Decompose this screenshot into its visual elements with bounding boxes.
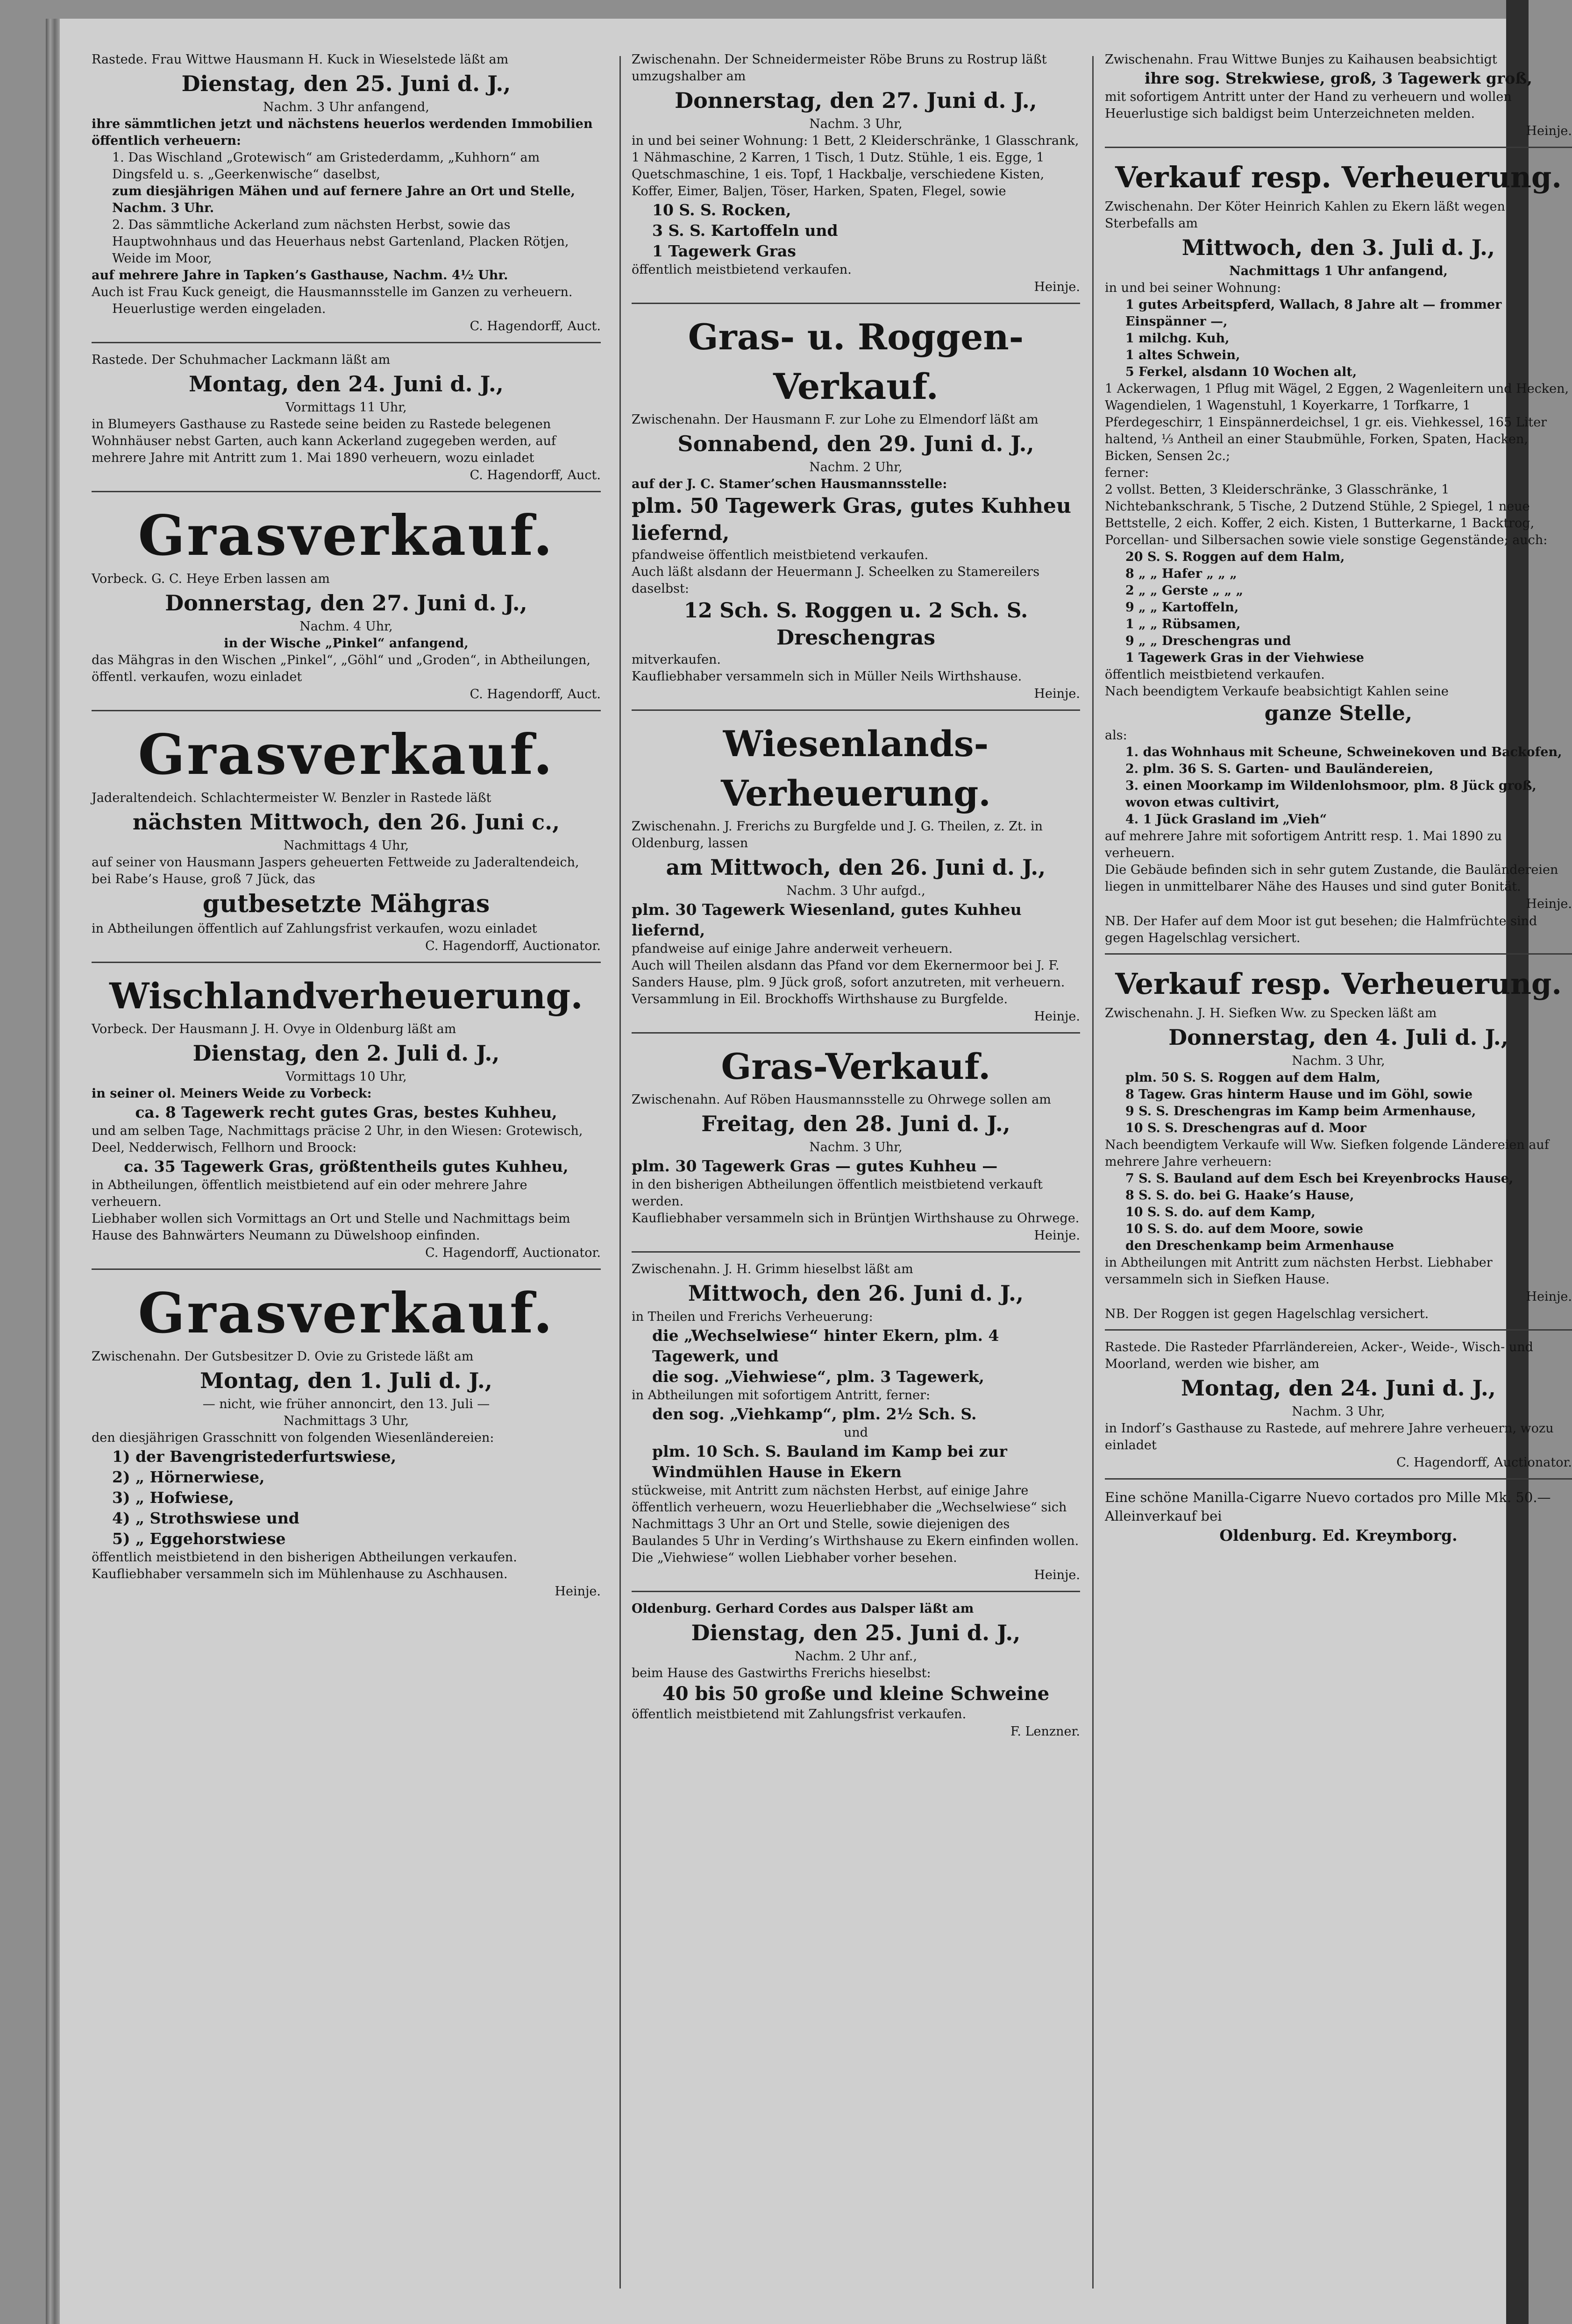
ad-signature: C. Hagendorff, Auct.	[469, 687, 601, 701]
ad-text: in seiner ol. Meiners Weide zu Vorbeck:	[92, 1086, 372, 1101]
list-item: 10 S. S. do. auf dem Moore, sowie	[1125, 1222, 1364, 1236]
list-item: 1 gutes Arbeitspferd, Wallach, 8 Jahre alt — frommer Einspänner —,	[1125, 298, 1502, 329]
ad-headline: Wischlandverheuerung.	[109, 975, 583, 1017]
ad-text: in und bei seiner Wohnung: 1 Bett, 2 Kleiderschränke, 1 Glasschrank, 1 Nähmaschine, 2 Karren, 1 Tisch, 1 Dutz. Stühle, 1 eis. Egge, 1 Quetschmaschine, 1 eis. Topf, 1 Hackbalje, verschiedene Kisten, Koffer, Eimer, Baljen, Töser, Harken, Spaten, Flegel, sowie	[632, 134, 1079, 198]
ad-signature: Heinje.	[1526, 897, 1572, 911]
list-item: 3 S. S. Kartoffeln und	[652, 221, 838, 240]
column-3	[1105, 51, 1572, 1561]
ad-text: Kaufliebhaber versammeln sich in Brüntjen Wirthshause zu Ohrwege.	[632, 1211, 1080, 1226]
ad-lead: Rastede. Frau Wittwe Hausmann H. Kuck in Wieselstede läßt am	[92, 52, 509, 67]
ad-pfarrlaendereien	[1105, 1339, 1572, 1480]
ad-text: Auch läßt alsdann der Heuermann J. Scheelken zu Stamereilers daselbst:	[632, 565, 1040, 596]
ad-date: Freitag, den 28. Juni d. J.,	[701, 1111, 1010, 1136]
ad-lead: Oldenburg. Gerhard Cordes aus Dalsper läßt am	[632, 1601, 974, 1616]
ad-signature: C. Hagendorff, Auctionator.	[425, 939, 601, 953]
ad-text: ferner:	[1105, 466, 1149, 480]
ad-text: das Mähgras in den Wischen „Pinkel“, „Göhl“ und „Groden“, in Abtheilungen, öffentl. verkaufen, wozu einladet	[92, 653, 590, 684]
ad-date: Mittwoch, den 3. Juli d. J.,	[1181, 235, 1495, 260]
ad-text: in Abtheilungen, öffentlich meistbietend auf ein oder mehrere Jahre verheuern.	[92, 1178, 527, 1209]
ad-signature: C. Hagendorff, Auct.	[469, 319, 601, 333]
ad-text: Nach beendigtem Verkaufe beabsichtigt Kahlen seine	[1105, 684, 1449, 699]
ad-rastede-lackmann	[92, 352, 601, 492]
ad-wischlandverheuerung	[92, 971, 601, 1270]
ad-time: Vormittags 10 Uhr,	[285, 1070, 407, 1084]
ad-grasverkauf-vorbeck	[92, 501, 601, 711]
ad-signature: Heinje.	[1034, 1228, 1080, 1243]
ad-verkauf-kahlen	[1105, 156, 1572, 955]
ad-cordes-schweine	[632, 1601, 1080, 1747]
ad-date: Dienstag, den 25. Juni d. J.,	[181, 71, 511, 96]
ad-bunjes-strekwiese	[1105, 51, 1572, 148]
ad-text: öffentlich meistbietend verkaufen.	[632, 262, 852, 277]
ad-note: NB. Der Roggen ist gegen Hagelschlag versichert.	[1105, 1307, 1429, 1321]
ad-text: ihre sämmtlichen jetzt und nächstens heuerlos werdenden Immobilien öffentlich verheuern:	[92, 117, 593, 148]
ad-gras-verkauf-ohrwege	[632, 1042, 1080, 1253]
book-gutter	[46, 19, 61, 2324]
list-item: 8 „ „ Hafer „ „ „	[1125, 567, 1237, 581]
ad-text: in Indorf’s Gasthause zu Rastede, auf mehrere Jahre verheuern, wozu einladet	[1105, 1421, 1554, 1452]
ad-text: in Theilen und Frerichs Verheuerung:	[632, 1310, 873, 1324]
ad-wiesenlands-verheuerung	[632, 719, 1080, 1034]
list-item: 1 „ „ Rübsamen,	[1125, 617, 1241, 631]
ad-text: — nicht, wie früher annoncirt, den 13. Juli —	[202, 1397, 490, 1411]
ad-signature: Heinje.	[1526, 124, 1572, 138]
list-item: die „Wechselwiese“ hinter Ekern, plm. 4 Tagewerk, und	[652, 1326, 999, 1365]
ad-text: 2. Das sämmtliche Ackerland zum nächsten Herbst, sowie das Hauptwohnhaus und das Heuerhaus nebst Gartenland, Placken Rötjen, Weide im Moor,	[112, 218, 569, 266]
ad-text: Liebhaber wollen sich Vormittags an Ort und Stelle und Nachmittags beim Hause des Bahnwärters Neumann zu Düwelshoop einfinden.	[92, 1212, 570, 1243]
list-item: die sog. „Viehwiese“, plm. 3 Tagewerk,	[652, 1367, 984, 1386]
ad-text: in der Wische „Pinkel“ anfangend,	[224, 636, 469, 651]
ad-headline: Wiesenlands-Verheuerung.	[721, 723, 991, 814]
ad-highlight: plm. 30 Tagewerk Wiesenland, gutes Kuhheu liefernd,	[632, 900, 1022, 939]
ad-signature: Heinje.	[1034, 687, 1080, 701]
ad-cigarre	[1105, 1488, 1572, 1552]
ad-text: Versammlung in Eil. Brockhoffs Wirthshause zu Burgfelde.	[632, 992, 1008, 1006]
list-item: 1) der Bavengristederfurtswiese,	[112, 1447, 397, 1466]
ad-date: Donnerstag, den 27. Juni d. J.,	[165, 590, 527, 616]
ad-lead: Zwischenahn. Der Schneidermeister Röbe Bruns zu Rostrup läßt umzugshalber am	[632, 52, 1047, 84]
list-item: 1 Tagewerk Gras in der Viehwiese	[1125, 651, 1364, 665]
ad-highlight: ca. 8 Tagewerk recht gutes Gras, bestes Kuhheu,	[135, 1103, 557, 1121]
ad-time: Nachmittags 1 Uhr anfangend,	[1229, 264, 1448, 278]
ad-text: zum diesjährigen Mähen und auf fernere Jahre an Ort und Stelle, Nachm. 3 Uhr.	[112, 184, 576, 215]
ad-text: und	[843, 1425, 868, 1440]
ad-text: Kaufliebhaber versammeln sich im Mühlenhause zu Aschhausen.	[92, 1567, 508, 1581]
ad-lead: Vorbeck. Der Hausmann J. H. Ovye in Oldenburg läßt am	[92, 1022, 456, 1036]
list-item: 10 S. S. do. auf dem Kamp,	[1125, 1205, 1316, 1219]
ad-lead: Zwischenahn. Auf Röben Hausmannsstelle zu Ohrwege sollen am	[632, 1092, 1051, 1107]
ad-signature: Heinje.	[1526, 1290, 1572, 1304]
ad-lead: Zwischenahn. Der Köter Heinrich Kahlen zu Ekern läßt wegen Sterbefalls am	[1105, 199, 1505, 231]
ad-lead: Vorbeck. G. C. Heye Erben lassen am	[92, 572, 330, 586]
ad-date: nächsten Mittwoch, den 26. Juni c.,	[132, 809, 560, 835]
ad-headline: Gras-Verkauf.	[721, 1046, 991, 1087]
ad-signature: C. Hagendorff, Auctionator.	[1396, 1455, 1572, 1470]
ad-text: Auch will Theilen alsdann das Pfand vor dem Ekernermoor bei J. F. Sanders Hause, plm. 9 Jück groß, sofort anzutreten, mit verheuern.	[632, 958, 1065, 990]
ad-date: Donnerstag, den 4. Juli d. J.,	[1168, 1025, 1508, 1050]
ad-lead: Rastede. Der Schuhmacher Lackmann läßt am	[92, 353, 391, 367]
ad-time: Vormittags 11 Uhr,	[285, 400, 407, 415]
ad-text: in und bei seiner Wohnung:	[1105, 281, 1281, 295]
column-rule	[1092, 56, 1094, 2289]
ad-signature: Heinje.	[1034, 1568, 1080, 1582]
ad-highlight: ca. 35 Tagewerk Gras, größtentheils gutes Kuhheu,	[124, 1157, 569, 1176]
list-item: 4) „ Strothswiese und	[112, 1509, 299, 1527]
list-item: 2) „ Hörnerwiese,	[112, 1468, 265, 1486]
ad-text: auf der J. C. Stamer’schen Hausmannsstelle:	[632, 477, 947, 491]
ad-text: mit sofortigem Antritt unter der Hand zu verheuern und wollen Heuerlustige sich baldigst beim Unterzeichneten melden.	[1105, 90, 1512, 121]
ad-highlight: plm. 50 Tagewerk Gras, gutes Kuhheu liefernd,	[632, 494, 1071, 545]
ad-text: in den bisherigen Abtheilungen öffentlich meistbietend verkauft werden.	[632, 1177, 1043, 1209]
ad-date: Montag, den 1. Juli d. J.,	[200, 1368, 492, 1393]
ad-date: Dienstag, den 25. Juni d. J.,	[691, 1620, 1021, 1645]
ad-headline: Verkauf resp. Verheuerung.	[1115, 160, 1562, 194]
ad-note: NB. Der Hafer auf dem Moor ist gut besehen; die Halmfrüchte sind gegen Hagelschlag versichert.	[1105, 914, 1537, 945]
list-item: 8 Tagew. Gras hinterm Hause und im Göhl, sowie	[1125, 1087, 1473, 1102]
ad-date: Donnerstag, den 27. Juni d. J.,	[675, 88, 1037, 113]
ad-headline: Grasverkauf.	[138, 1281, 555, 1346]
ad-time: Nachm. 3 Uhr anfangend,	[263, 100, 429, 114]
list-item: 1 Tagewerk Gras	[652, 242, 796, 260]
list-item: 3. einen Moorkamp im Wildenlohsmoor, plm. 8 Jück groß, wovon etwas cultivirt,	[1125, 779, 1536, 810]
ad-lead: Zwischenahn. J. H. Siefken Ww. zu Specken läßt am	[1105, 1006, 1437, 1020]
ad-headline: Verkauf resp. Verheuerung.	[1115, 967, 1562, 1001]
ad-text: auf mehrere Jahre mit sofortigem Antritt resp. 1. Mai 1890 zu verheuern.	[1105, 829, 1502, 860]
ad-grasverkauf-gristede	[92, 1278, 601, 1607]
ad-text: in Abtheilungen mit sofortigem Antritt, ferner:	[632, 1388, 931, 1403]
ad-headline: Grasverkauf.	[138, 722, 555, 787]
ad-date: Dienstag, den 2. Juli d. J.,	[192, 1041, 500, 1066]
ad-gras-roggen-verkauf	[632, 312, 1080, 711]
list-item: 1 milchg. Kuh,	[1125, 331, 1230, 346]
list-item: den Dreschenkamp beim Armenhause	[1125, 1239, 1394, 1253]
column-2	[632, 51, 1080, 1756]
ad-text: stückweise, mit Antritt zum nächsten Herbst, auf einige Jahre öffentlich verheuern, wozu Heuerliebhaber die „Wechselwiese“ sich Nachmittags 3 Uhr an Ort und Stelle, sowie diejenigen des Baulandes 5 Uhr in Verding’s Wirthshause zu Ekern einfinden wollen. Die „Viehwiese“ wollen Liebhaber vorher besehen.	[632, 1483, 1079, 1565]
list-item: 2 „ „ Gerste „ „ „	[1125, 583, 1244, 598]
ad-lead: Zwischenahn. J. Frerichs zu Burgfelde und J. G. Theilen, z. Zt. in Oldenburg, lassen	[632, 819, 1043, 850]
ad-time: Nachmittags 4 Uhr,	[283, 838, 409, 853]
list-item: 10 S. S. Dreschengras auf d. Moor	[1125, 1121, 1366, 1135]
ad-lead: Zwischenahn. Der Gutsbesitzer D. Ovie zu Gristede läßt am	[92, 1349, 474, 1364]
ad-highlight: plm. 30 Tagewerk Gras — gutes Kuhheu —	[632, 1157, 998, 1175]
ad-signature: C. Hagendorff, Auctionator.	[425, 1246, 601, 1260]
list-item: plm. 10 Sch. S. Bauland im Kamp bei zur Windmühlen Hause in Ekern	[652, 1442, 1007, 1481]
list-item: 20 S. S. Roggen auf dem Halm,	[1125, 550, 1345, 564]
ad-text: beim Hause des Gastwirths Frerichs hieselbst:	[632, 1666, 931, 1680]
list-item: 1 altes Schwein,	[1125, 348, 1240, 362]
ad-time: Nachmittags 3 Uhr,	[283, 1414, 409, 1428]
ad-lead: Zwischenahn. J. H. Grimm hieselbst läßt am	[632, 1262, 913, 1276]
ad-text: pfandweise öffentlich meistbietend verkaufen.	[632, 548, 929, 562]
ad-time: Nachm. 3 Uhr,	[809, 1140, 903, 1155]
ad-text: Nach beendigtem Verkaufe will Ww. Siefken folgende Ländereien auf mehrere Jahre verheuern:	[1105, 1138, 1549, 1169]
ad-headline: Grasverkauf.	[138, 503, 555, 568]
ad-text: Eine schöne Manilla-Cigarre Nuevo cortados pro Mille Mk. 50.— Alleinverkauf bei	[1105, 1489, 1551, 1524]
list-item: 1. das Wohnhaus mit Scheune, Schweinekoven und Backofen,	[1125, 745, 1562, 759]
ad-time: Nachm. 4 Uhr,	[299, 619, 393, 634]
ad-text: den diesjährigen Grasschnitt von folgenden Wiesenländereien:	[92, 1431, 494, 1445]
ad-date: Montag, den 24. Juni d. J.,	[1181, 1375, 1496, 1401]
ad-text: als:	[1105, 728, 1127, 743]
ad-grasverkauf-jaderaltendeich	[92, 720, 601, 963]
ad-text: in Blumeyers Gasthause zu Rastede seine beiden zu Rastede belegenen Wohnhäuser nebst Garten, auch kann Ackerland zugegeben werden, auf mehrere Jahre mit Antritt zum 1. Mai 1890 verheuern, wozu einladet	[92, 417, 556, 465]
ad-date: Sonnabend, den 29. Juni d. J.,	[677, 431, 1034, 456]
list-item: 7 S. S. Bauland auf dem Esch bei Kreyenbrocks Hause,	[1125, 1171, 1514, 1186]
ad-signature: Heinje.	[1034, 1009, 1080, 1024]
ad-signature: F. Lenzner.	[1010, 1724, 1080, 1739]
ad-text: 1. Das Wischland „Grotewisch“ am Gristederdamm, „Kuhhorn“ am Dingsfeld u. s. „Geerkenwische“ daselbst,	[112, 150, 540, 182]
list-item: 4. 1 Jück Grasland im „Vieh“	[1125, 812, 1327, 827]
ad-highlight: ihre sog. Strekwiese, groß, 3 Tagewerk groß,	[1145, 69, 1532, 87]
ad-headline: Gras- u. Roggen-Verkauf.	[688, 316, 1024, 407]
list-item: 9 S. S. Dreschengras im Kamp beim Armenhause,	[1125, 1104, 1476, 1119]
ad-text: Heuerlustige werden eingeladen.	[112, 302, 326, 316]
ad-date: Mittwoch, den 26. Juni d. J.,	[688, 1281, 1024, 1306]
ad-time: Nachm. 3 Uhr,	[1292, 1054, 1385, 1068]
ad-text: und am selben Tage, Nachmittags präcise 2 Uhr, in den Wiesen: Grotewisch, Deel, Nedderwisch, Fellhorn und Broock:	[92, 1124, 583, 1155]
list-item: 9 „ „ Dreschengras und	[1125, 634, 1291, 648]
ad-text: öffentlich meistbietend mit Zahlungsfrist verkaufen.	[632, 1707, 967, 1722]
ad-text: 2 vollst. Betten, 3 Kleiderschränke, 3 Glasschränke, 1 Nichtebankschrank, 5 Tische, 2 Dutzend Stühle, 2 Spiegel, 1 neue Bettstelle, 2 eich. Koffer, 2 eich. Kisten, 1 Butterkarne, 1 Backtrog, Porcellan- und Silbersachen sowie viele sonstige Gegenstände; auch:	[1105, 482, 1548, 547]
list-item: den sog. „Viehkamp“, plm. 2½ Sch. S.	[652, 1405, 977, 1423]
ad-time: Nachm. 2 Uhr anf.,	[794, 1649, 918, 1664]
ad-highlight: gutbesetzte Mähgras	[202, 890, 490, 918]
ad-highlight: 12 Sch. S. Roggen u. 2 Sch. S. Dreschengras	[683, 599, 1028, 650]
ad-bruns-rostrup	[632, 51, 1080, 304]
ad-text: pfandweise auf einige Jahre anderweit verheuern.	[632, 942, 953, 956]
list-item: 9 „ „ Kartoffeln,	[1125, 600, 1239, 615]
ad-verkauf-siefken	[1105, 963, 1572, 1331]
ad-rastede-kuck	[92, 51, 601, 343]
ad-text: auf mehrere Jahre in Tapken’s Gasthause, Nachm. 4½ Uhr.	[92, 268, 508, 283]
ad-text: öffentlich meistbietend in den bisherigen Abtheilungen verkaufen.	[92, 1550, 517, 1565]
ad-time: Nachm. 3 Uhr,	[809, 117, 903, 131]
list-item: 10 S. S. Rocken,	[652, 201, 791, 219]
ad-lead: Zwischenahn. Der Hausmann F. zur Lohe zu Elmendorf läßt am	[632, 412, 1039, 427]
ad-signature: Heinje.	[555, 1584, 601, 1599]
ad-highlight: Oldenburg. Ed. Kreymborg.	[1219, 1526, 1458, 1545]
ad-time: Nachm. 2 Uhr,	[809, 460, 903, 475]
ad-text: 1 Ackerwagen, 1 Pflug mit Wägel, 2 Eggen, 2 Wagenleitern und Hecken, Wagendielen, 1 Wagenstuhl, 1 Koyerkarre, 1 Torfkarre, 1 Pferdegeschirr, 1 Einspännerdeichsel, 1 gr. eis. Viehkessel, 165 Liter haltend, ⅓ Antheil an einer Staubmühle, Forken, Spaten, Hacken, Bicken, Sensen 2c.;	[1105, 382, 1569, 463]
column-1	[92, 51, 601, 1615]
list-item: 5 Ferkel, alsdann 10 Wochen alt,	[1125, 365, 1357, 379]
list-item: 3) „ Hofwiese,	[112, 1488, 234, 1507]
ad-signature: C. Hagendorff, Auct.	[469, 468, 601, 482]
list-item: 5) „ Eggehorstwiese	[112, 1530, 286, 1548]
ad-date: Montag, den 24. Juni d. J.,	[189, 371, 504, 397]
ad-highlight: ganze Stelle,	[1264, 701, 1413, 725]
ad-lead: Zwischenahn. Frau Wittwe Bunjes zu Kaihausen beabsichtigt	[1105, 52, 1497, 67]
ad-time: Nachm. 3 Uhr aufgd.,	[786, 884, 925, 898]
ad-date: am Mittwoch, den 26. Juni d. J.,	[666, 855, 1046, 880]
ad-signature: Heinje.	[1034, 280, 1080, 294]
ad-text: Kaufliebhaber versammeln sich in Müller Neils Wirthshause.	[632, 669, 1022, 684]
column-rule	[619, 56, 621, 2289]
ad-lead: Rastede. Die Rasteder Pfarrländereien, Acker-, Weide-, Wisch- und Moorland, werden wie bisher, am	[1105, 1340, 1533, 1371]
ad-text: in Abtheilungen mit Antritt zum nächsten Herbst. Liebhaber versammeln sich in Siefken Hause.	[1105, 1255, 1493, 1287]
ad-grimm-ekern	[632, 1261, 1080, 1592]
ad-text: auf seiner von Hausmann Jaspers geheuerten Fettweide zu Jaderaltendeich, bei Rabe’s Hause, groß 7 Jück, das	[92, 855, 579, 886]
ad-text: in Abtheilungen öffentlich auf Zahlungsfrist verkaufen, wozu einladet	[92, 921, 537, 936]
ad-text: Auch ist Frau Kuck geneigt, die Hausmannsstelle im Ganzen zu verheuern.	[92, 285, 573, 299]
ad-lead: Jaderaltendeich. Schlachtermeister W. Benzler in Rastede läßt	[92, 791, 491, 805]
ad-text: öffentlich meistbietend verkaufen.	[1105, 667, 1325, 682]
list-item: 8 S. S. do. bei G. Haake’s Hause,	[1125, 1188, 1354, 1203]
list-item: 2. plm. 36 S. S. Garten- und Bauländereien,	[1125, 762, 1434, 776]
ad-highlight: 40 bis 50 große und kleine Schweine	[662, 1683, 1050, 1705]
list-item: plm. 50 S. S. Roggen auf dem Halm,	[1125, 1070, 1380, 1085]
ad-text: Die Gebäude befinden sich in sehr gutem Zustande, die Bauländereien liegen in unmittelbarer Nähe des Hauses und sind guter Bonität.	[1105, 863, 1558, 894]
ad-time: Nachm. 3 Uhr,	[1292, 1404, 1385, 1419]
ad-text: mitverkaufen.	[632, 652, 721, 667]
